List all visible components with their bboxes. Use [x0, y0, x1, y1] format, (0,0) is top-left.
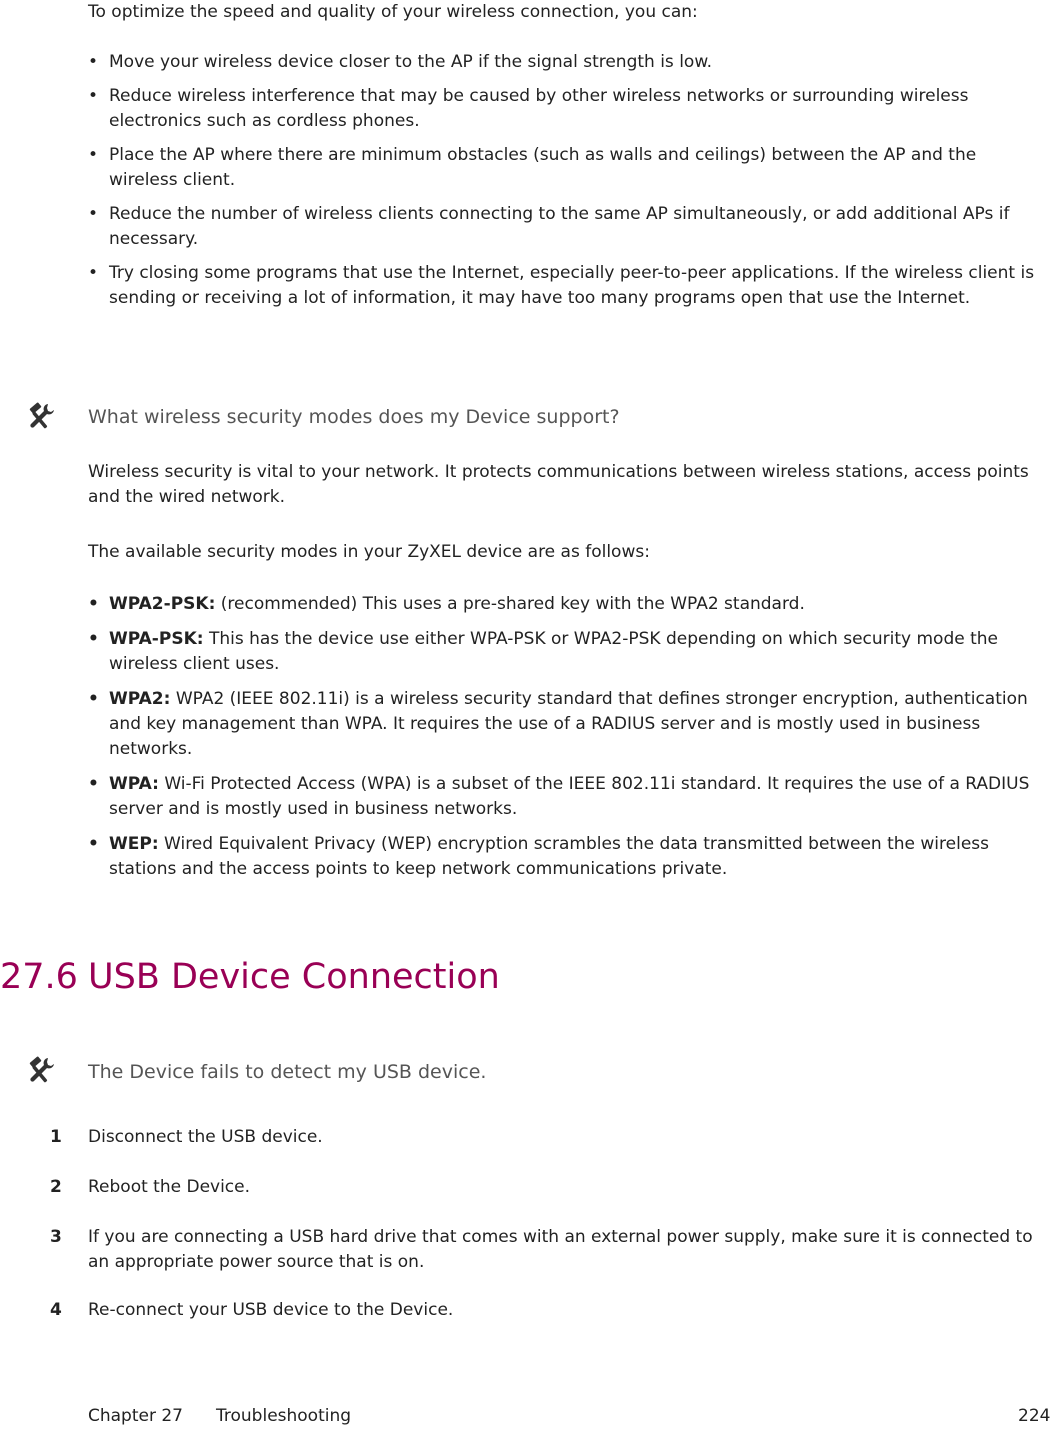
section-title: USB Device Connection: [88, 957, 500, 997]
list-item: [88, 143, 1048, 193]
security-intro-text: Wireless security is vital to your network. It protects communications between wireless stations, access points and the wired network.: [88, 462, 1029, 507]
step-number: 4: [50, 1300, 62, 1320]
mode-desc: (recommended) This uses a pre-shared key with the WPA2 standard.: [215, 594, 805, 614]
tip-text: Place the AP where there are minimum obstacles (such as walls and ceilings) between the AP and the wireless client.: [109, 145, 977, 190]
bullet: •: [88, 689, 99, 709]
page-number: 224: [1018, 1406, 1051, 1426]
tips-list: [88, 50, 1048, 320]
bullet: •: [88, 774, 99, 794]
modes-intro-text: The available security modes in your ZyXEL device are as follows:: [88, 542, 650, 562]
mode-term: WPA-PSK:: [109, 629, 204, 649]
tip-text: Try closing some programs that use the Internet, especially peer-to-peer applications. If the wireless client is sending or receiving a lot of information, it may have too many programs open that use the Internet.: [109, 263, 1035, 308]
list-item: [88, 627, 1048, 677]
list-item: [88, 592, 1048, 617]
bullet: •: [88, 594, 99, 614]
footer-chapter: Chapter 27: [88, 1406, 184, 1426]
list-item: [88, 687, 1048, 762]
mode-term: WPA2-PSK:: [109, 594, 216, 614]
step-text: If you are connecting a USB hard drive that comes with an external power supply, make sure it is connected to an appropriate power source that is on.: [88, 1227, 1033, 1272]
step-text: Re-connect your USB device to the Device.: [88, 1300, 454, 1320]
list-item: [88, 202, 1048, 252]
mode-desc: WPA2 (IEEE 802.11i) is a wireless security standard that defines stronger encryption, authentication and key management than WPA. It requires the use of a RADIUS server and is mostly used in business networks.: [109, 689, 1028, 759]
bullet: •: [88, 86, 99, 106]
list-item: [88, 50, 1048, 75]
tip-text: Reduce the number of wireless clients connecting to the same AP simultaneously, or add additional APs if necessary.: [109, 204, 1010, 249]
tools-icon: [26, 1056, 56, 1086]
step-number: 1: [50, 1127, 62, 1147]
bullet: •: [88, 629, 99, 649]
mode-term: WPA2:: [109, 689, 171, 709]
step-number: 2: [50, 1177, 62, 1197]
list-item: [88, 772, 1048, 822]
question-usb-detect: The Device fails to detect my USB device.: [88, 1061, 487, 1083]
intro-text: To optimize the speed and quality of your wireless connection, you can:: [88, 2, 698, 22]
list-item: [88, 832, 1048, 882]
step-text: Disconnect the USB device.: [88, 1127, 323, 1147]
mode-desc: This has the device use either WPA-PSK or WPA2-PSK depending on which security mode the wireless client uses.: [109, 629, 999, 674]
tip-text: Reduce wireless interference that may be caused by other wireless networks or surrounding wireless electronics such as cordless phones.: [109, 86, 969, 131]
bullet: •: [88, 204, 99, 224]
bullet: •: [88, 145, 99, 165]
mode-desc: Wi-Fi Protected Access (WPA) is a subset of the IEEE 802.11i standard. It requires the use of a RADIUS server and is mostly used in business networks.: [109, 774, 1030, 819]
mode-desc: Wired Equivalent Privacy (WEP) encryption scrambles the data transmitted between the wireless stations and the access points to keep network communications private.: [109, 834, 989, 879]
mode-term: WEP:: [109, 834, 159, 854]
question-security-modes: What wireless security modes does my Device support?: [88, 406, 620, 428]
step-text: Reboot the Device.: [88, 1177, 251, 1197]
mode-term: WPA:: [109, 774, 159, 794]
bullet: •: [88, 834, 99, 854]
tip-text: Move your wireless device closer to the AP if the signal strength is low.: [109, 52, 713, 72]
section-number: 27.6: [0, 957, 78, 997]
bullet: •: [88, 263, 99, 283]
footer-title: Troubleshooting: [216, 1406, 352, 1426]
tools-icon: [26, 402, 56, 432]
security-modes-list: [88, 592, 1048, 892]
bullet: •: [88, 52, 99, 72]
step-number: 3: [50, 1227, 62, 1247]
list-item: [88, 261, 1048, 311]
list-item: [88, 84, 1048, 134]
